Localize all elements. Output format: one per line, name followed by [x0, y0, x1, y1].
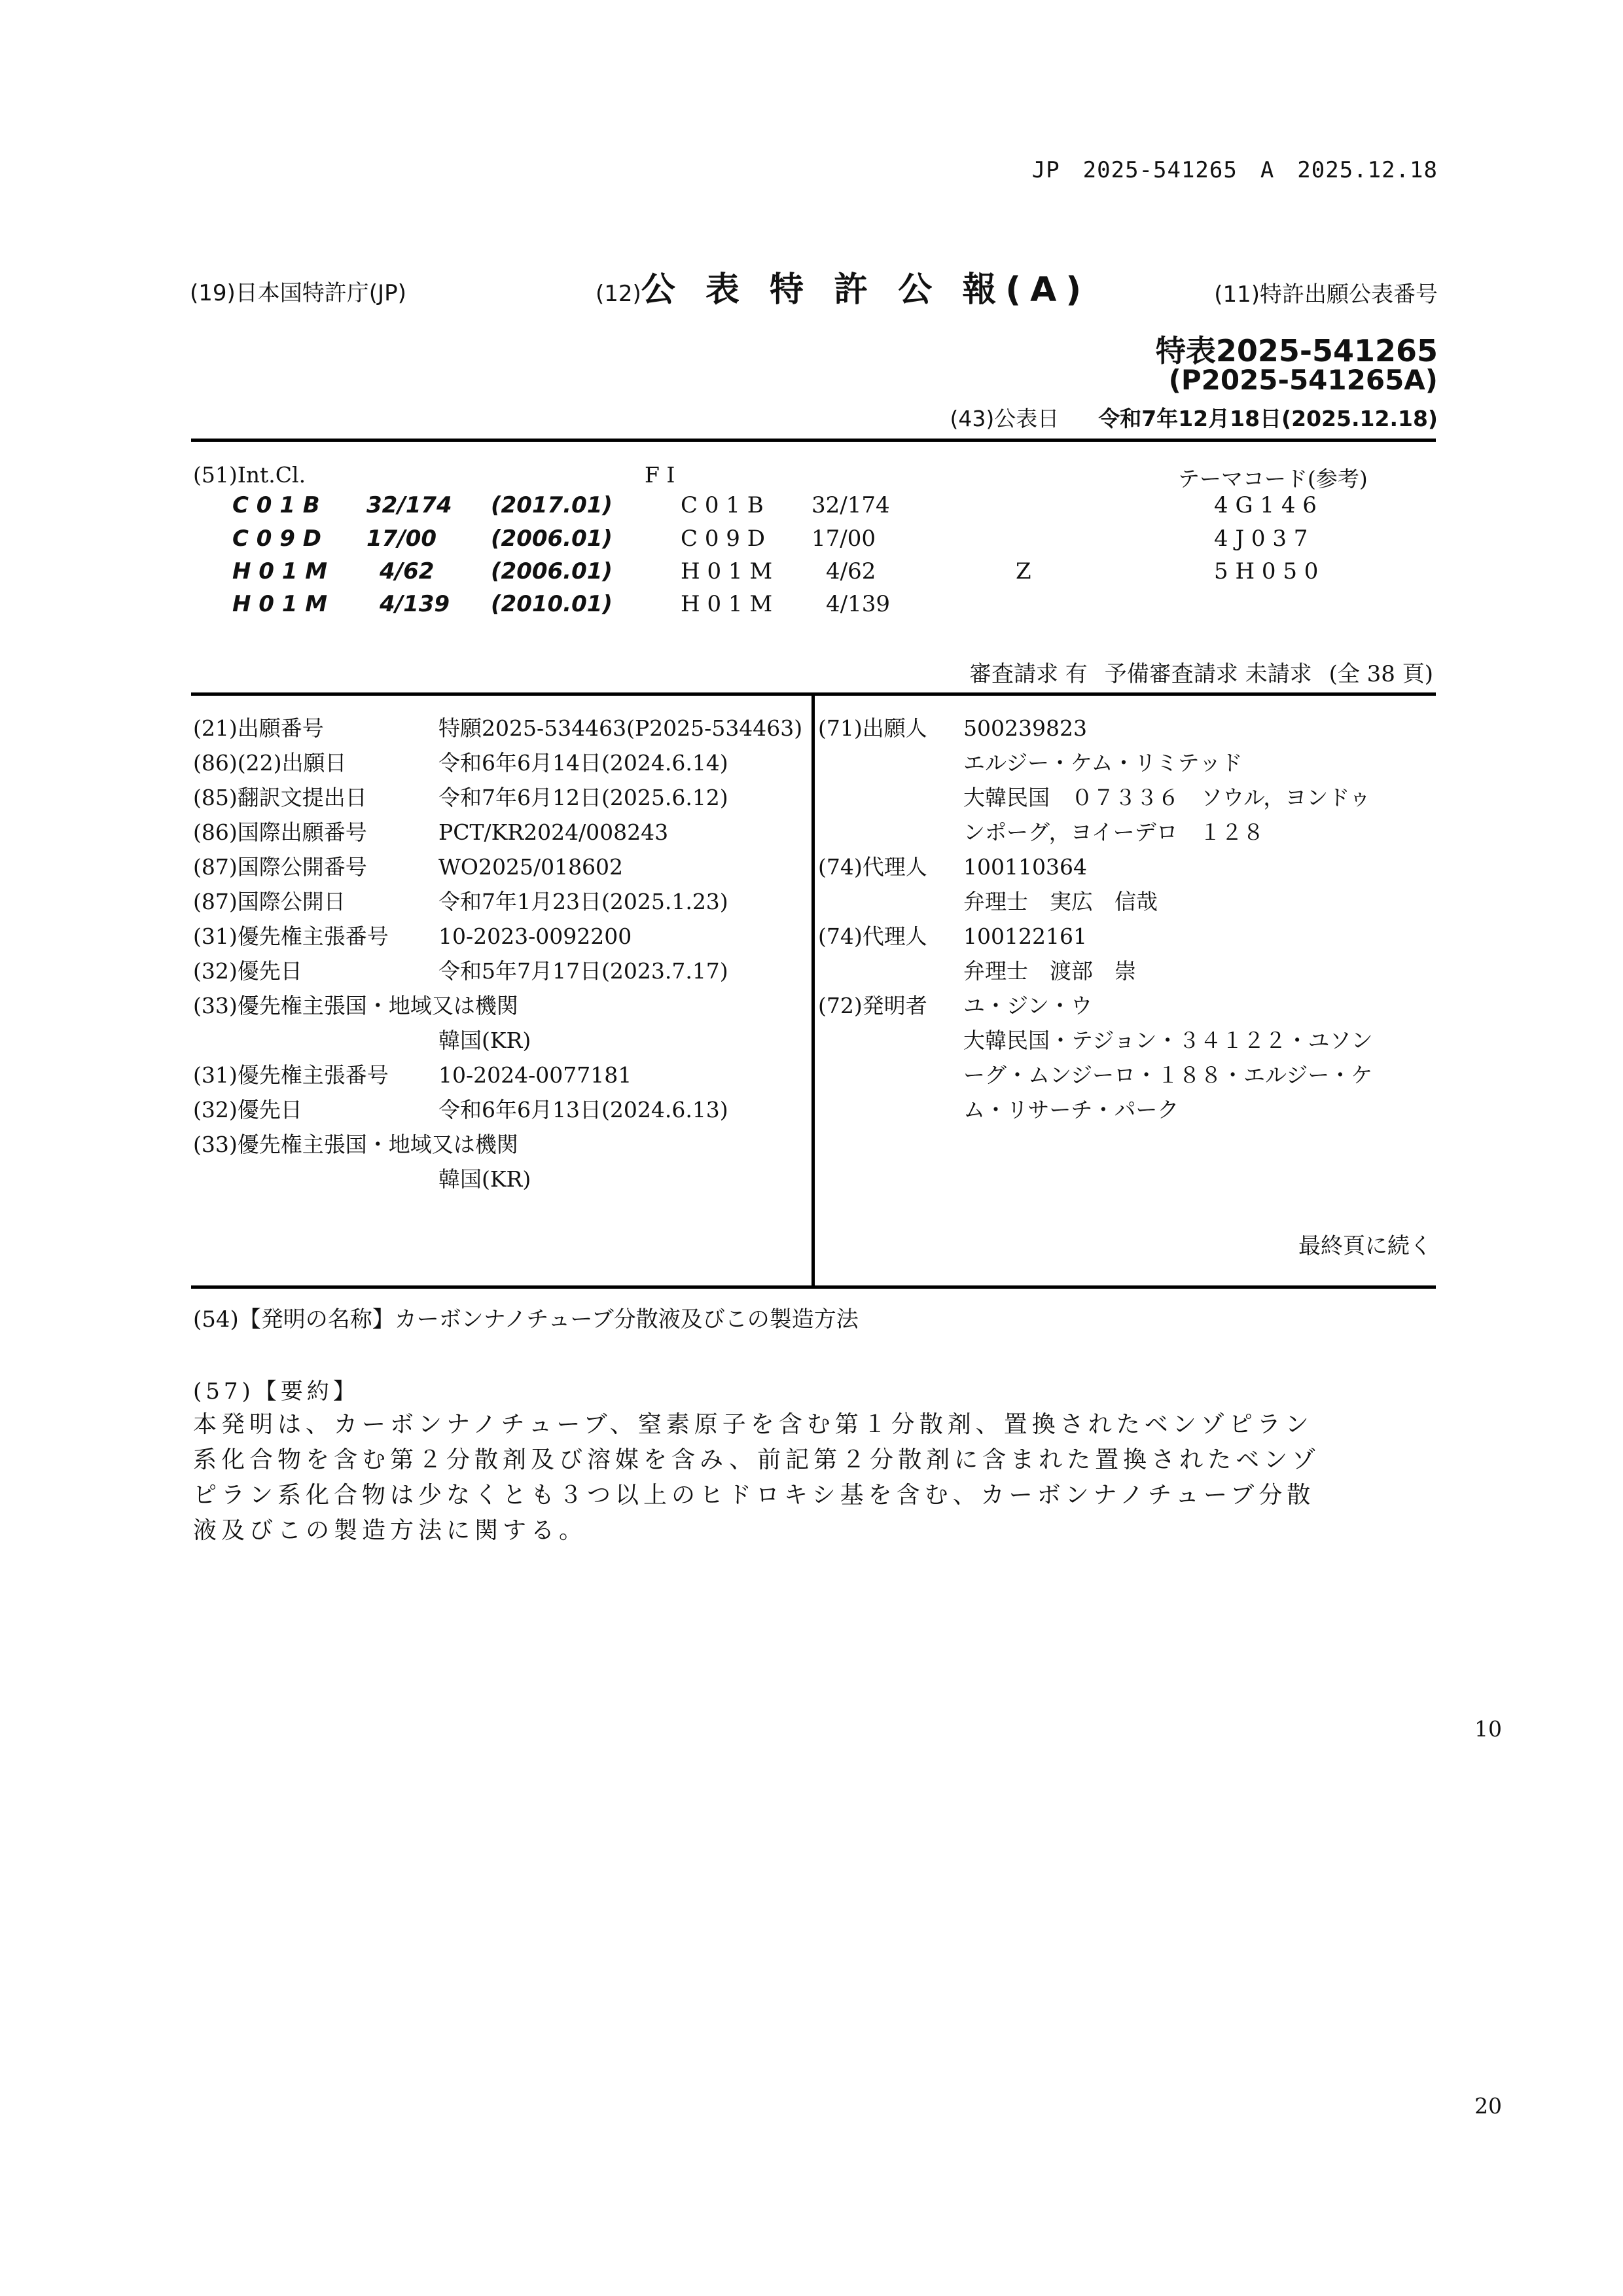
biblio-value: ム・リサーチ・パーク [963, 1097, 1179, 1122]
biblio-label: (72)発明者 [818, 993, 927, 1018]
biblio-row [818, 884, 1440, 919]
ipc-class: C 0 1 B [232, 492, 320, 518]
theme-code: 4 G 1 4 6 [1214, 492, 1317, 518]
document-id: JP 2025-541265 A 2025.12.18 [1031, 157, 1438, 183]
theme-code: 4 J 0 3 7 [1214, 526, 1308, 552]
biblio-row [193, 815, 808, 850]
abstract-line: 系化合物を含む第２分散剤及び溶媒を含み、前記第２分散剤に含まれた置換されたベンゾ [193, 1446, 1321, 1473]
abstract-line: 液及びこの製造方法に関する。 [193, 1517, 588, 1544]
biblio-label: (86)(22)出願日 [193, 750, 347, 776]
publication-date-label: (43)公表日 [950, 406, 1060, 431]
fi-suffix: Z [1016, 558, 1031, 584]
issuing-office: (19)日本国特許庁(JP) [190, 280, 406, 306]
fi-class: C 0 9 D [681, 526, 765, 552]
divider-vertical [812, 694, 815, 1287]
biblio-label: (86)国際出願番号 [193, 819, 367, 845]
biblio-value: 特願2025-534463(P2025-534463) [438, 715, 803, 741]
examination-request: 審査請求 有 [969, 661, 1088, 687]
biblio-row [818, 988, 1440, 1023]
biblio-value: 10-2023-0092200 [438, 924, 632, 949]
biblio-row [818, 954, 1440, 988]
abstract-heading: (57)【要約】 [193, 1378, 359, 1405]
biblio-value: 500239823 [963, 715, 1087, 741]
ipc-group: 17/00 [366, 526, 437, 552]
abstract-body [193, 1407, 1423, 1549]
biblio-label: (31)優先権主張番号 [193, 1062, 389, 1088]
biblio-row [193, 745, 808, 780]
publication-number: 特表2025-541265 [1155, 333, 1438, 368]
biblio-label: (74)代理人 [818, 854, 927, 880]
biblio-label: (32)優先日 [193, 958, 302, 984]
biblio-label: (87)国際公開番号 [193, 854, 367, 880]
line-number: 20 [1474, 2093, 1502, 2119]
invention-title: (54)【発明の名称】カーボンナノチューブ分散液及びこの製造方法 [193, 1306, 859, 1333]
abstract-line: ピラン系化合物は少なくとも３つ以上のヒドロキシ基を含む、カーボンナノチューブ分散 [193, 1482, 1315, 1509]
biblio-label: (87)国際公開日 [193, 889, 346, 914]
biblio-value: 令和5年7月17日(2023.7.17) [438, 958, 728, 984]
ipc-group: 4/139 [380, 591, 450, 617]
theme-code: 5 H 0 5 0 [1214, 558, 1319, 584]
preliminary-examination: 予備審査請求 未請求 [1104, 661, 1312, 687]
examination-status [952, 656, 1433, 688]
biblio-row [818, 711, 1440, 745]
biblio-value: 令和7年1月23日(2025.1.23) [438, 889, 728, 914]
biblio-label: (33)優先権主張国・地域又は機関 [193, 993, 518, 1018]
abstract-line: 本発明は、カーボンナノチューブ、窒素原子を含む第１分散剤、置換されたベンゾピラン [193, 1411, 1313, 1438]
biblio-value: 韓国(KR) [438, 1166, 531, 1192]
biblio-value: 大韓民国・テジョン・３４１２２・ユソン [963, 1028, 1373, 1053]
biblio-row [818, 745, 1440, 780]
biblio-value: ーグ・ムンジーロ・１８８・エルジー・ケ [963, 1062, 1373, 1088]
biblio-value: 弁理士 実広 信哉 [963, 889, 1158, 914]
biblio-value: 100110364 [963, 854, 1087, 880]
biblio-row [818, 780, 1440, 815]
ipc-version: (2010.01) [491, 591, 613, 617]
biblio-row [193, 954, 808, 988]
biblio-value: 令和7年6月12日(2025.6.12) [438, 785, 728, 810]
biblio-row [818, 1058, 1440, 1092]
biblio-row [193, 1162, 808, 1196]
page-count: (全 38 頁) [1329, 661, 1433, 687]
ipc-version: (2006.01) [491, 526, 613, 552]
biblio-value: エルジー・ケム・リミテッド [963, 750, 1243, 776]
biblio-row [193, 1127, 808, 1162]
publication-type [596, 262, 1090, 311]
bibliographic-right [818, 711, 1440, 1127]
ipc-class: C 0 9 D [232, 526, 321, 552]
biblio-label: (32)優先日 [193, 1097, 302, 1122]
divider-top [191, 439, 1436, 442]
biblio-label: (74)代理人 [818, 924, 927, 949]
publication-date [950, 402, 1438, 433]
line-number: 10 [1474, 1716, 1502, 1742]
intcl-label: (51)Int.Cl. [193, 462, 306, 488]
biblio-value: 100122161 [963, 924, 1087, 949]
publication-type-label: 公 表 特 許 公 報(A) [641, 270, 1091, 310]
ipc-class: H 0 1 M [232, 558, 328, 584]
bibliographic-left [193, 711, 808, 1196]
biblio-value: ユ・ジン・ウ [963, 993, 1093, 1018]
biblio-row [193, 1023, 808, 1058]
publication-number-label: (11)特許出願公表番号 [1214, 281, 1438, 308]
biblio-row [818, 850, 1440, 884]
biblio-row [193, 1092, 808, 1127]
theme-code-label: テーマコード(参考) [1178, 466, 1368, 492]
fi-label: F I [645, 462, 675, 488]
fi-group: 32/174 [812, 492, 890, 518]
biblio-value: 10-2024-0077181 [438, 1062, 632, 1088]
biblio-value: ンポーグ，ヨイーデロ １２８ [963, 819, 1264, 845]
fi-group: 17/00 [812, 526, 876, 552]
biblio-row [193, 1058, 808, 1092]
biblio-row [193, 988, 808, 1023]
biblio-value: PCT/KR2024/008243 [438, 819, 669, 845]
biblio-row [818, 1092, 1440, 1127]
fi-class: H 0 1 M [681, 558, 773, 584]
fi-class: H 0 1 M [681, 591, 773, 617]
biblio-value: 大韓民国 ０７３３６ ソウル，ヨンドゥ [963, 785, 1371, 810]
divider-bottom [191, 1285, 1436, 1289]
biblio-value: 令和6年6月13日(2024.6.13) [438, 1097, 728, 1122]
ipc-group: 4/62 [380, 558, 435, 584]
publication-number-alt: (P2025-541265A) [1168, 364, 1438, 396]
fi-group: 4/62 [826, 558, 876, 584]
biblio-label: (33)優先権主張国・地域又は機関 [193, 1132, 518, 1157]
biblio-row [818, 815, 1440, 850]
biblio-label: (31)優先権主張番号 [193, 924, 389, 949]
fi-class: C 0 1 B [681, 492, 764, 518]
biblio-row [193, 919, 808, 954]
biblio-label: (71)出願人 [818, 715, 927, 741]
biblio-row [193, 884, 808, 919]
biblio-row [193, 711, 808, 745]
continued-note: 最終頁に続く [1298, 1233, 1432, 1259]
biblio-row [818, 919, 1440, 954]
ipc-group: 32/174 [366, 492, 452, 518]
biblio-row [193, 780, 808, 815]
biblio-label: (21)出願番号 [193, 715, 324, 741]
ipc-version: (2017.01) [491, 492, 613, 518]
biblio-value: 弁理士 渡部 崇 [963, 958, 1136, 984]
biblio-value: WO2025/018602 [438, 854, 624, 880]
biblio-label: (85)翻訳文提出日 [193, 785, 367, 810]
ipc-version: (2006.01) [491, 558, 613, 584]
ipc-class: H 0 1 M [232, 591, 328, 617]
publication-type-number: (12) [596, 281, 641, 307]
biblio-row [818, 1023, 1440, 1058]
publication-date-value: 令和7年12月18日(2025.12.18) [1098, 406, 1438, 431]
biblio-value: 令和6年6月14日(2024.6.14) [438, 750, 728, 776]
biblio-row [193, 850, 808, 884]
biblio-value: 韓国(KR) [438, 1028, 531, 1053]
fi-group: 4/139 [826, 591, 890, 617]
